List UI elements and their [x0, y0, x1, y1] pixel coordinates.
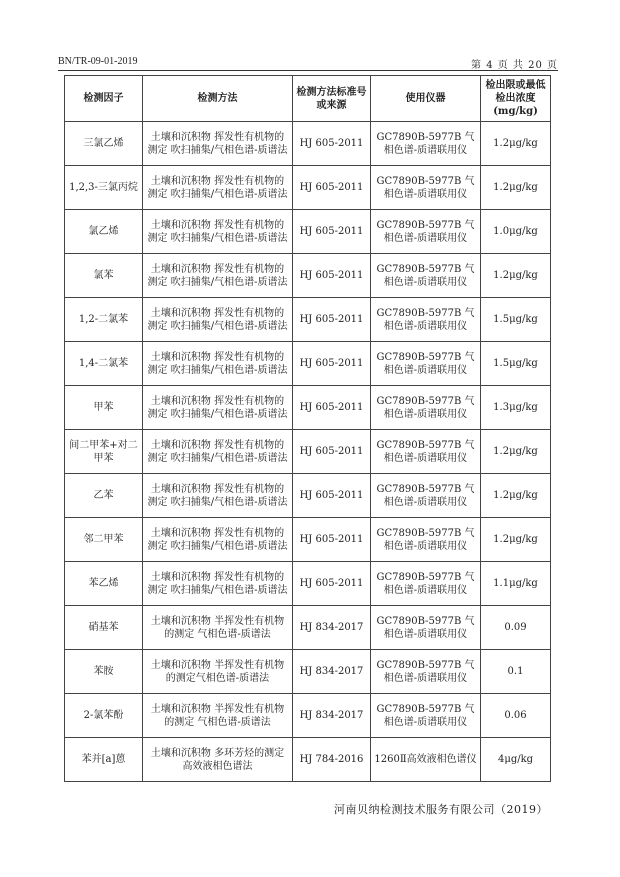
cell-method: 土壤和沉积物 多环芳烃的测定 高效液相色谱法 — [143, 738, 293, 782]
cell-instrument: GC7890B-5977B 气相色谱-质谱联用仪 — [371, 166, 481, 210]
cell-factor: 1,2-二氯苯 — [65, 298, 143, 342]
cell-factor: 苯胺 — [65, 650, 143, 694]
cell-instrument: GC7890B-5977B 气相色谱-质谱联用仪 — [371, 210, 481, 254]
cell-factor: 邻二甲苯 — [65, 518, 143, 562]
cell-limit: 4μg/kg — [481, 738, 551, 782]
cell-method: 土壤和沉积物 挥发性有机物的测定 吹扫捕集/气相色谱-质谱法 — [143, 386, 293, 430]
cell-instrument: GC7890B-5977B 气相色谱-质谱联用仪 — [371, 650, 481, 694]
table-row — [65, 650, 551, 694]
cell-standard: HJ 605-2011 — [293, 386, 371, 430]
cell-limit: 1.2μg/kg — [481, 166, 551, 210]
table-row — [65, 562, 551, 606]
table-header-row — [65, 76, 551, 122]
cell-standard: HJ 605-2011 — [293, 474, 371, 518]
cell-instrument: GC7890B-5977B 气相色谱-质谱联用仪 — [371, 386, 481, 430]
cell-method: 土壤和沉积物 挥发性有机物的测定 吹扫捕集/气相色谱-质谱法 — [143, 210, 293, 254]
cell-limit: 0.1 — [481, 650, 551, 694]
column-header: 检测方法标准号或来源 — [293, 76, 371, 122]
cell-method: 土壤和沉积物 挥发性有机物的测定 吹扫捕集/气相色谱-质谱法 — [143, 430, 293, 474]
table-row — [65, 298, 551, 342]
table-row — [65, 342, 551, 386]
cell-limit: 1.5μg/kg — [481, 342, 551, 386]
table-body — [65, 122, 551, 782]
cell-standard: HJ 605-2011 — [293, 518, 371, 562]
cell-limit: 1.0μg/kg — [481, 210, 551, 254]
cell-factor: 硝基苯 — [65, 606, 143, 650]
cell-standard: HJ 605-2011 — [293, 562, 371, 606]
cell-instrument: GC7890B-5977B 气相色谱-质谱联用仪 — [371, 474, 481, 518]
cell-instrument: GC7890B-5977B 气相色谱-质谱联用仪 — [371, 562, 481, 606]
cell-factor: 间二甲苯+对二甲苯 — [65, 430, 143, 474]
cell-instrument: GC7890B-5977B 气相色谱-质谱联用仪 — [371, 606, 481, 650]
cell-limit: 1.2μg/kg — [481, 518, 551, 562]
page-number: 第 4 页 共 20 页 — [471, 60, 558, 71]
cell-instrument: GC7890B-5977B 气相色谱-质谱联用仪 — [371, 254, 481, 298]
cell-standard: HJ 605-2011 — [293, 342, 371, 386]
company-footer: 河南贝纳检测技术服务有限公司（2019） — [334, 803, 548, 816]
cell-method: 土壤和沉积物 挥发性有机物的测定 吹扫捕集/气相色谱-质谱法 — [143, 342, 293, 386]
table-row — [65, 166, 551, 210]
cell-method: 土壤和沉积物 半挥发性有机物的测定 气相色谱-质谱法 — [143, 694, 293, 738]
table-row — [65, 738, 551, 782]
column-header: 检测因子 — [65, 76, 143, 122]
cell-factor: 氯苯 — [65, 254, 143, 298]
cell-limit: 1.2μg/kg — [481, 430, 551, 474]
cell-instrument: GC7890B-5977B 气相色谱-质谱联用仪 — [371, 518, 481, 562]
cell-factor: 苯乙烯 — [65, 562, 143, 606]
cell-instrument: 1260Ⅱ高效液相色谱仪 — [371, 738, 481, 782]
column-header: 检出限或最低检出浓度(mg/kg) — [481, 76, 551, 122]
cell-limit: 1.1μg/kg — [481, 562, 551, 606]
table-row — [65, 694, 551, 738]
cell-instrument: GC7890B-5977B 气相色谱-质谱联用仪 — [371, 694, 481, 738]
cell-standard: HJ 784-2016 — [293, 738, 371, 782]
cell-factor: 2-氯苯酚 — [65, 694, 143, 738]
table-row — [65, 606, 551, 650]
cell-standard: HJ 834-2017 — [293, 650, 371, 694]
detection-table — [64, 75, 551, 782]
cell-factor: 苯并[a]蒽 — [65, 738, 143, 782]
cell-limit: 1.5μg/kg — [481, 298, 551, 342]
cell-method: 土壤和沉积物 挥发性有机物的测定 吹扫捕集/气相色谱-质谱法 — [143, 518, 293, 562]
cell-standard: HJ 605-2011 — [293, 166, 371, 210]
cell-limit: 1.2μg/kg — [481, 474, 551, 518]
cell-instrument: GC7890B-5977B 气相色谱-质谱联用仪 — [371, 298, 481, 342]
cell-factor: 氯乙烯 — [65, 210, 143, 254]
cell-limit: 1.2μg/kg — [481, 254, 551, 298]
cell-factor: 乙苯 — [65, 474, 143, 518]
cell-factor: 1,4-二氯苯 — [65, 342, 143, 386]
cell-standard: HJ 605-2011 — [293, 210, 371, 254]
cell-method: 土壤和沉积物 半挥发性有机物的测定气相色谱-质谱法 — [143, 650, 293, 694]
table-row — [65, 430, 551, 474]
table-row — [65, 474, 551, 518]
cell-instrument: GC7890B-5977B 气相色谱-质谱联用仪 — [371, 342, 481, 386]
column-header: 检测方法 — [143, 76, 293, 122]
cell-method: 土壤和沉积物 挥发性有机物的测定 吹扫捕集/气相色谱-质谱法 — [143, 122, 293, 166]
cell-standard: HJ 605-2011 — [293, 254, 371, 298]
table-row — [65, 254, 551, 298]
table-row — [65, 210, 551, 254]
cell-factor: 1,2,3-三氯丙烷 — [65, 166, 143, 210]
cell-standard: HJ 605-2011 — [293, 430, 371, 474]
cell-standard: HJ 605-2011 — [293, 122, 371, 166]
document-number: BN/TR-09-01-2019 — [58, 56, 138, 67]
cell-standard: HJ 605-2011 — [293, 298, 371, 342]
cell-method: 土壤和沉积物 挥发性有机物的测定 吹扫捕集/气相色谱-质谱法 — [143, 298, 293, 342]
cell-method: 土壤和沉积物 挥发性有机物的测定 吹扫捕集/气相色谱-质谱法 — [143, 254, 293, 298]
cell-limit: 0.09 — [481, 606, 551, 650]
cell-limit: 0.06 — [481, 694, 551, 738]
table-row — [65, 122, 551, 166]
cell-standard: HJ 834-2017 — [293, 606, 371, 650]
cell-standard: HJ 834-2017 — [293, 694, 371, 738]
header-rule — [58, 70, 558, 71]
column-header: 使用仪器 — [371, 76, 481, 122]
table-row — [65, 518, 551, 562]
cell-method: 土壤和沉积物 半挥发性有机物的测定 气相色谱-质谱法 — [143, 606, 293, 650]
cell-factor: 甲苯 — [65, 386, 143, 430]
cell-method: 土壤和沉积物 挥发性有机物的测定 吹扫捕集/气相色谱-质谱法 — [143, 562, 293, 606]
cell-limit: 1.3μg/kg — [481, 386, 551, 430]
cell-instrument: GC7890B-5977B 气相色谱-质谱联用仪 — [371, 430, 481, 474]
cell-method: 土壤和沉积物 挥发性有机物的测定 吹扫捕集/气相色谱-质谱法 — [143, 166, 293, 210]
cell-factor: 三氯乙烯 — [65, 122, 143, 166]
table-row — [65, 386, 551, 430]
cell-instrument: GC7890B-5977B 气相色谱-质谱联用仪 — [371, 122, 481, 166]
cell-method: 土壤和沉积物 挥发性有机物的测定 吹扫捕集/气相色谱-质谱法 — [143, 474, 293, 518]
cell-limit: 1.2μg/kg — [481, 122, 551, 166]
